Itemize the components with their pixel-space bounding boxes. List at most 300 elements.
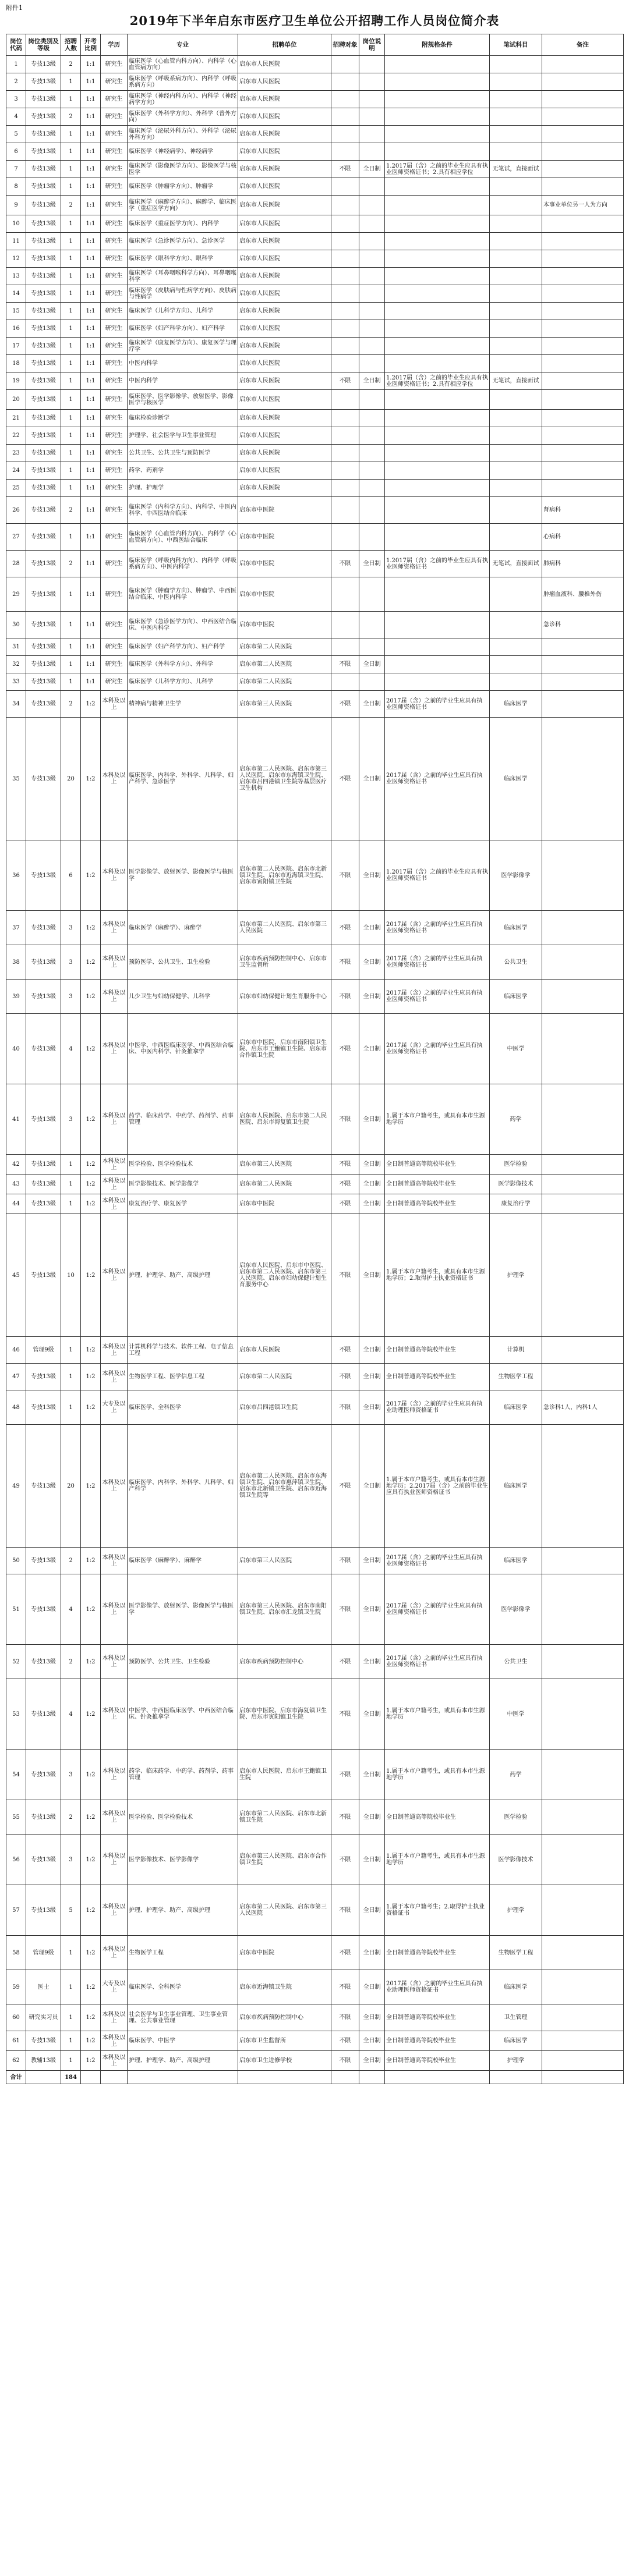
ratio-cell: 1:2 bbox=[81, 911, 101, 945]
condition-cell: 2017届（含）之前的毕业生应具有执业医师资格证书 bbox=[385, 1574, 490, 1645]
position-category-cell: 专技13级 bbox=[26, 718, 61, 840]
headcount-cell: 1 bbox=[61, 524, 81, 551]
exam-cell: 计算机 bbox=[490, 1337, 542, 1364]
headcount-cell: 2 bbox=[61, 108, 81, 126]
education-cell: 研究生 bbox=[101, 410, 128, 427]
remark-cell bbox=[542, 1425, 624, 1548]
major-cell: 临床医学（妇产科学方向）、妇产科学 bbox=[128, 320, 238, 338]
headcount-cell: 1 bbox=[61, 355, 81, 372]
major-cell: 预防医学、公共卫生、卫生检验 bbox=[128, 945, 238, 980]
condition-cell: 1.属于本市户籍考生，或具有本市生源地学历；2.2017届（含）之前的毕业生应具有执业医师资格证书 bbox=[385, 1425, 490, 1548]
condition-cell bbox=[385, 250, 490, 268]
major-cell: 临床医学（皮肤病与性病学方向）、皮肤病与性病学 bbox=[128, 285, 238, 303]
condition-cell bbox=[385, 524, 490, 551]
position-category-cell: 专技13级 bbox=[26, 285, 61, 303]
employer-cell: 启东市第二人民医院、启东市第三人民医院 bbox=[238, 911, 331, 945]
education-cell: 本科及以上 bbox=[101, 1936, 128, 1970]
position-code-cell: 43 bbox=[6, 1175, 26, 1194]
target-cell bbox=[331, 445, 359, 462]
employer-cell: 启东市人民医院 bbox=[238, 462, 331, 480]
column-header: 招聘单位 bbox=[238, 34, 331, 56]
employer-cell: 启东市第二人民医院 bbox=[238, 1175, 331, 1194]
empty-cell bbox=[101, 2071, 128, 2084]
table-row bbox=[6, 2051, 624, 2071]
employer-cell: 启东市第二人民医院 bbox=[238, 1364, 331, 1390]
remark-cell bbox=[542, 303, 624, 320]
ratio-cell: 1:1 bbox=[81, 427, 101, 445]
target-cell bbox=[331, 462, 359, 480]
headcount-cell: 2 bbox=[61, 1645, 81, 1679]
major-cell: 护理、护理学、助产、高级护理 bbox=[128, 2051, 238, 2071]
headcount-cell: 1 bbox=[61, 178, 81, 196]
position-code-cell: 51 bbox=[6, 1574, 26, 1645]
target-cell: 不限 bbox=[331, 372, 359, 390]
description-cell bbox=[359, 445, 385, 462]
education-cell: 研究生 bbox=[101, 445, 128, 462]
description-cell: 全日制 bbox=[359, 911, 385, 945]
table-row bbox=[6, 1548, 624, 1574]
ratio-cell: 1:1 bbox=[81, 233, 101, 250]
description-cell bbox=[359, 56, 385, 73]
remark-cell bbox=[542, 911, 624, 945]
position-code-cell: 8 bbox=[6, 178, 26, 196]
exam-cell: 医学影像技术 bbox=[490, 1175, 542, 1194]
position-category-cell: 专技13级 bbox=[26, 1014, 61, 1084]
position-code-cell: 55 bbox=[6, 1800, 26, 1835]
condition-cell: 全日制普通高等院校毕业生 bbox=[385, 2004, 490, 2031]
exam-cell: 临床医学 bbox=[490, 691, 542, 718]
exam-cell: 临床医学 bbox=[490, 911, 542, 945]
exam-cell bbox=[490, 233, 542, 250]
description-cell bbox=[359, 462, 385, 480]
remark-cell bbox=[542, 143, 624, 161]
major-cell: 临床医学（神经病学）、神经病学 bbox=[128, 143, 238, 161]
education-cell: 本科及以上 bbox=[101, 1750, 128, 1800]
education-cell: 研究生 bbox=[101, 497, 128, 524]
education-cell: 研究生 bbox=[101, 320, 128, 338]
position-category-cell: 专技13级 bbox=[26, 196, 61, 215]
headcount-cell: 1 bbox=[61, 91, 81, 108]
employer-cell: 启东市人民医院 bbox=[238, 390, 331, 410]
remark-cell bbox=[542, 338, 624, 355]
headcount-cell: 3 bbox=[61, 911, 81, 945]
ratio-cell: 1:1 bbox=[81, 268, 101, 285]
major-cell: 临床医学（神经内科方向）、内科学（神经病学方向） bbox=[128, 91, 238, 108]
position-code-cell: 24 bbox=[6, 462, 26, 480]
exam-cell: 临床医学 bbox=[490, 718, 542, 840]
target-cell bbox=[331, 410, 359, 427]
education-cell: 本科及以上 bbox=[101, 1364, 128, 1390]
position-category-cell: 专技13级 bbox=[26, 577, 61, 612]
education-cell: 研究生 bbox=[101, 524, 128, 551]
position-code-cell: 13 bbox=[6, 268, 26, 285]
education-cell: 研究生 bbox=[101, 462, 128, 480]
target-cell bbox=[331, 320, 359, 338]
position-category-cell: 专技13级 bbox=[26, 250, 61, 268]
description-cell: 全日制 bbox=[359, 372, 385, 390]
condition-cell: 2017届（含）之前的毕业生应具有执业助理医师资格证书 bbox=[385, 1970, 490, 2004]
table-row bbox=[6, 1155, 624, 1175]
table-row bbox=[6, 638, 624, 656]
description-cell: 全日制 bbox=[359, 1936, 385, 1970]
remark-cell bbox=[542, 108, 624, 126]
education-cell: 本科及以上 bbox=[101, 945, 128, 980]
major-cell: 中医内科学 bbox=[128, 372, 238, 390]
employer-cell: 启东市人民医院 bbox=[238, 73, 331, 91]
description-cell: 全日制 bbox=[359, 1679, 385, 1750]
condition-cell bbox=[385, 233, 490, 250]
major-cell: 临床医学（心血管内科方向）、内科学（心血管病方向）、中西医结合临床 bbox=[128, 524, 238, 551]
major-cell: 中医学、中西医临床医学、中西医结合临床、中医内科学、针灸推拿学 bbox=[128, 1014, 238, 1084]
condition-cell: 2017届（含）之前的毕业生应具有执业医师资格证书 bbox=[385, 911, 490, 945]
headcount-cell: 1 bbox=[61, 427, 81, 445]
position-category-cell: 专技13级 bbox=[26, 1679, 61, 1750]
headcount-cell: 20 bbox=[61, 718, 81, 840]
description-cell bbox=[359, 215, 385, 233]
exam-cell bbox=[490, 656, 542, 673]
remark-cell bbox=[542, 250, 624, 268]
table-row bbox=[6, 56, 624, 73]
position-code-cell: 56 bbox=[6, 1835, 26, 1885]
condition-cell bbox=[385, 480, 490, 497]
table-row bbox=[6, 1364, 624, 1390]
position-code-cell: 40 bbox=[6, 1014, 26, 1084]
remark-cell bbox=[542, 718, 624, 840]
position-category-cell: 专技13级 bbox=[26, 108, 61, 126]
employer-cell: 启东市第二人民医院、启东市北新镇卫生院 bbox=[238, 1800, 331, 1835]
target-cell: 不限 bbox=[331, 1014, 359, 1084]
ratio-cell: 1:1 bbox=[81, 56, 101, 73]
position-category-cell: 专技13级 bbox=[26, 1194, 61, 1214]
target-cell: 不限 bbox=[331, 1214, 359, 1337]
position-code-cell: 15 bbox=[6, 303, 26, 320]
description-cell: 全日制 bbox=[359, 1574, 385, 1645]
headcount-cell: 1 bbox=[61, 612, 81, 638]
exam-cell: 临床医学 bbox=[490, 1425, 542, 1548]
position-category-cell: 专技13级 bbox=[26, 178, 61, 196]
position-category-cell: 专技13级 bbox=[26, 673, 61, 691]
position-category-cell: 专技13级 bbox=[26, 268, 61, 285]
target-cell: 不限 bbox=[331, 656, 359, 673]
description-cell bbox=[359, 73, 385, 91]
headcount-cell: 1 bbox=[61, 1337, 81, 1364]
table-row bbox=[6, 462, 624, 480]
description-cell bbox=[359, 524, 385, 551]
description-cell: 全日制 bbox=[359, 1214, 385, 1337]
remark-cell: 急诊科 bbox=[542, 612, 624, 638]
exam-cell: 公共卫生 bbox=[490, 1645, 542, 1679]
description-cell bbox=[359, 143, 385, 161]
employer-cell: 启东市人民医院、启东市王鲍镇卫生院 bbox=[238, 1750, 331, 1800]
position-code-cell: 52 bbox=[6, 1645, 26, 1679]
remark-cell bbox=[542, 462, 624, 480]
target-cell: 不限 bbox=[331, 1835, 359, 1885]
target-cell: 不限 bbox=[331, 1574, 359, 1645]
remark-cell bbox=[542, 1214, 624, 1337]
condition-cell bbox=[385, 73, 490, 91]
position-code-cell: 22 bbox=[6, 427, 26, 445]
column-header: 岗位说明 bbox=[359, 34, 385, 56]
exam-cell: 康复治疗学 bbox=[490, 1194, 542, 1214]
table-row bbox=[6, 1970, 624, 2004]
exam-cell bbox=[490, 320, 542, 338]
major-cell: 临床医学（内科学方向）、内科学、中医内科学、中西医结合临床 bbox=[128, 497, 238, 524]
employer-cell: 启东市人民医院 bbox=[238, 268, 331, 285]
employer-cell: 启东市第二人民医院 bbox=[238, 673, 331, 691]
table-row bbox=[6, 178, 624, 196]
condition-cell bbox=[385, 108, 490, 126]
education-cell: 研究生 bbox=[101, 108, 128, 126]
position-code-cell: 42 bbox=[6, 1155, 26, 1175]
headcount-cell: 1 bbox=[61, 285, 81, 303]
exam-cell bbox=[490, 178, 542, 196]
position-category-cell: 专技13级 bbox=[26, 1084, 61, 1155]
description-cell: 全日制 bbox=[359, 1014, 385, 1084]
headcount-cell: 1 bbox=[61, 1390, 81, 1425]
description-cell bbox=[359, 390, 385, 410]
headcount-cell: 1 bbox=[61, 1970, 81, 2004]
target-cell: 不限 bbox=[331, 1885, 359, 1936]
headcount-cell: 1 bbox=[61, 320, 81, 338]
employer-cell: 启东市近海镇卫生院 bbox=[238, 1970, 331, 2004]
education-cell: 本科及以上 bbox=[101, 1155, 128, 1175]
description-cell: 全日制 bbox=[359, 2004, 385, 2031]
ratio-cell: 1:2 bbox=[81, 1364, 101, 1390]
remark-cell bbox=[542, 445, 624, 462]
employer-cell: 启东市人民医院 bbox=[238, 126, 331, 143]
headcount-cell: 1 bbox=[61, 445, 81, 462]
exam-cell: 医学影像技术 bbox=[490, 1835, 542, 1885]
education-cell: 研究生 bbox=[101, 390, 128, 410]
remark-cell bbox=[542, 1645, 624, 1679]
position-code-cell: 1 bbox=[6, 56, 26, 73]
employer-cell: 启东市卫生进修学校 bbox=[238, 2051, 331, 2071]
headcount-cell: 1 bbox=[61, 577, 81, 612]
ratio-cell: 1:2 bbox=[81, 1750, 101, 1800]
position-category-cell: 专技13级 bbox=[26, 390, 61, 410]
headcount-cell: 1 bbox=[61, 1175, 81, 1194]
position-category-cell: 专技13级 bbox=[26, 233, 61, 250]
exam-cell bbox=[490, 91, 542, 108]
remark-cell bbox=[542, 268, 624, 285]
column-header: 附规格条件 bbox=[385, 34, 490, 56]
condition-cell: 1.属于本市户籍考生，或具有本市生源地学历 bbox=[385, 1750, 490, 1800]
position-category-cell: 专技13级 bbox=[26, 1645, 61, 1679]
condition-cell: 1.属于本市户籍考生，或具有本市生源地学历 bbox=[385, 1679, 490, 1750]
remark-cell: 急诊科1人，内科1人 bbox=[542, 1390, 624, 1425]
column-header: 岗位代码 bbox=[6, 34, 26, 56]
major-cell: 护理学、社会医学与卫生事业管理 bbox=[128, 427, 238, 445]
ratio-cell: 1:2 bbox=[81, 945, 101, 980]
employer-cell: 启东市中医院 bbox=[238, 524, 331, 551]
headcount-cell: 4 bbox=[61, 1574, 81, 1645]
position-code-cell: 25 bbox=[6, 480, 26, 497]
position-code-cell: 46 bbox=[6, 1337, 26, 1364]
major-cell: 医学检验、医学检验技术 bbox=[128, 1155, 238, 1175]
remark-cell bbox=[542, 691, 624, 718]
employer-cell: 启东市第三人民医院 bbox=[238, 1155, 331, 1175]
remark-cell bbox=[542, 656, 624, 673]
headcount-cell: 1 bbox=[61, 233, 81, 250]
ratio-cell: 1:2 bbox=[81, 1970, 101, 2004]
position-code-cell: 14 bbox=[6, 285, 26, 303]
ratio-cell: 1:1 bbox=[81, 673, 101, 691]
position-code-cell: 28 bbox=[6, 551, 26, 577]
position-code-cell: 39 bbox=[6, 980, 26, 1014]
remark-cell bbox=[542, 73, 624, 91]
education-cell: 研究生 bbox=[101, 161, 128, 178]
description-cell: 全日制 bbox=[359, 1390, 385, 1425]
table-row bbox=[6, 233, 624, 250]
total-headcount: 184 bbox=[61, 2071, 81, 2084]
position-category-cell: 专技13级 bbox=[26, 945, 61, 980]
education-cell: 本科及以上 bbox=[101, 718, 128, 840]
ratio-cell: 1:1 bbox=[81, 285, 101, 303]
remark-cell bbox=[542, 638, 624, 656]
position-category-cell: 专技13级 bbox=[26, 338, 61, 355]
attachment-label: 附件1 bbox=[6, 4, 23, 12]
description-cell bbox=[359, 577, 385, 612]
condition-cell: 全日制普通高等院校毕业生 bbox=[385, 1155, 490, 1175]
table-row bbox=[6, 250, 624, 268]
headcount-cell: 1 bbox=[61, 656, 81, 673]
exam-cell bbox=[490, 126, 542, 143]
major-cell: 临床医学、全科医学 bbox=[128, 1390, 238, 1425]
position-code-cell: 58 bbox=[6, 1936, 26, 1970]
table-row bbox=[6, 303, 624, 320]
condition-cell bbox=[385, 577, 490, 612]
employer-cell: 启东市第二人民医院 bbox=[238, 656, 331, 673]
target-cell: 不限 bbox=[331, 2004, 359, 2031]
education-cell: 研究生 bbox=[101, 427, 128, 445]
exam-cell: 临床医学 bbox=[490, 1390, 542, 1425]
description-cell bbox=[359, 480, 385, 497]
exam-cell: 医学检验 bbox=[490, 1155, 542, 1175]
position-category-cell: 研究实习员 bbox=[26, 2004, 61, 2031]
major-cell: 药学、临床药学、中药学、药剂学、药事管理 bbox=[128, 1750, 238, 1800]
table-row bbox=[6, 2031, 624, 2051]
description-cell: 全日制 bbox=[359, 718, 385, 840]
education-cell: 研究生 bbox=[101, 91, 128, 108]
table-row bbox=[6, 390, 624, 410]
headcount-cell: 6 bbox=[61, 840, 81, 911]
description-cell: 全日制 bbox=[359, 980, 385, 1014]
major-cell: 临床医学（麻醉学方向）、麻醉学、临床医学（重症医学方向） bbox=[128, 196, 238, 215]
major-cell: 临床医学（麻醉学）、麻醉学 bbox=[128, 1548, 238, 1574]
ratio-cell: 1:1 bbox=[81, 73, 101, 91]
employer-cell: 启东市人民医院 bbox=[238, 1337, 331, 1364]
position-category-cell: 专技13级 bbox=[26, 303, 61, 320]
exam-cell: 医学影像学 bbox=[490, 1574, 542, 1645]
position-code-cell: 11 bbox=[6, 233, 26, 250]
exam-cell: 医学影像学 bbox=[490, 840, 542, 911]
target-cell bbox=[331, 73, 359, 91]
exam-cell: 临床医学 bbox=[490, 1970, 542, 2004]
description-cell: 全日制 bbox=[359, 945, 385, 980]
ratio-cell: 1:2 bbox=[81, 1337, 101, 1364]
remark-cell bbox=[542, 215, 624, 233]
description-cell: 全日制 bbox=[359, 1155, 385, 1175]
remark-cell bbox=[542, 1885, 624, 1936]
position-category-cell: 专技13级 bbox=[26, 445, 61, 462]
headcount-cell: 3 bbox=[61, 945, 81, 980]
ratio-cell: 1:1 bbox=[81, 410, 101, 427]
position-code-cell: 34 bbox=[6, 691, 26, 718]
column-header: 笔试科目 bbox=[490, 34, 542, 56]
remark-cell bbox=[542, 91, 624, 108]
target-cell bbox=[331, 480, 359, 497]
position-code-cell: 54 bbox=[6, 1750, 26, 1800]
table-row bbox=[6, 1425, 624, 1548]
employer-cell: 启东市人民医院 bbox=[238, 480, 331, 497]
table-row bbox=[6, 355, 624, 372]
exam-cell bbox=[490, 445, 542, 462]
table-row bbox=[6, 1800, 624, 1835]
position-category-cell: 专技13级 bbox=[26, 126, 61, 143]
headcount-cell: 10 bbox=[61, 1214, 81, 1337]
employer-cell: 启东市第三人民医院 bbox=[238, 1548, 331, 1574]
exam-cell: 卫生管理 bbox=[490, 2004, 542, 2031]
exam-cell: 临床医学 bbox=[490, 1548, 542, 1574]
description-cell: 全日制 bbox=[359, 551, 385, 577]
condition-cell bbox=[385, 445, 490, 462]
exam-cell bbox=[490, 285, 542, 303]
target-cell: 不限 bbox=[331, 1425, 359, 1548]
position-code-cell: 47 bbox=[6, 1364, 26, 1390]
exam-cell bbox=[490, 577, 542, 612]
positions-table bbox=[6, 34, 624, 2084]
exam-cell bbox=[490, 73, 542, 91]
education-cell: 研究生 bbox=[101, 551, 128, 577]
target-cell: 不限 bbox=[331, 718, 359, 840]
exam-cell bbox=[490, 303, 542, 320]
major-cell: 生物医学工程 bbox=[128, 1936, 238, 1970]
exam-cell: 药学 bbox=[490, 1750, 542, 1800]
condition-cell bbox=[385, 285, 490, 303]
description-cell: 全日制 bbox=[359, 1084, 385, 1155]
column-header: 学历 bbox=[101, 34, 128, 56]
remark-cell bbox=[542, 1084, 624, 1155]
remark-cell bbox=[542, 1800, 624, 1835]
description-cell bbox=[359, 673, 385, 691]
education-cell: 研究生 bbox=[101, 638, 128, 656]
position-code-cell: 50 bbox=[6, 1548, 26, 1574]
position-category-cell: 医士 bbox=[26, 1970, 61, 2004]
employer-cell: 启东市人民医院 bbox=[238, 372, 331, 390]
major-cell: 护理、护理学、助产、高级护理 bbox=[128, 1214, 238, 1337]
education-cell: 本科及以上 bbox=[101, 911, 128, 945]
table-row bbox=[6, 372, 624, 390]
remark-cell bbox=[542, 410, 624, 427]
ratio-cell: 1:1 bbox=[81, 480, 101, 497]
headcount-cell: 4 bbox=[61, 1679, 81, 1750]
major-cell: 临床医学（儿科学方向）、儿科学 bbox=[128, 303, 238, 320]
position-code-cell: 30 bbox=[6, 612, 26, 638]
table-row bbox=[6, 980, 624, 1014]
ratio-cell: 1:1 bbox=[81, 126, 101, 143]
ratio-cell: 1:2 bbox=[81, 1390, 101, 1425]
exam-cell bbox=[490, 497, 542, 524]
exam-cell: 护理学 bbox=[490, 1885, 542, 1936]
condition-cell bbox=[385, 196, 490, 215]
position-code-cell: 2 bbox=[6, 73, 26, 91]
employer-cell: 启东市疾病预防控制中心、启东市卫生监督所 bbox=[238, 945, 331, 980]
condition-cell: 全日制普通高等院校毕业生 bbox=[385, 1800, 490, 1835]
table-row bbox=[6, 1175, 624, 1194]
remark-cell: 心病科 bbox=[542, 524, 624, 551]
major-cell: 计算机科学与技术、软件工程、电子信息工程 bbox=[128, 1337, 238, 1364]
education-cell: 本科及以上 bbox=[101, 1548, 128, 1574]
